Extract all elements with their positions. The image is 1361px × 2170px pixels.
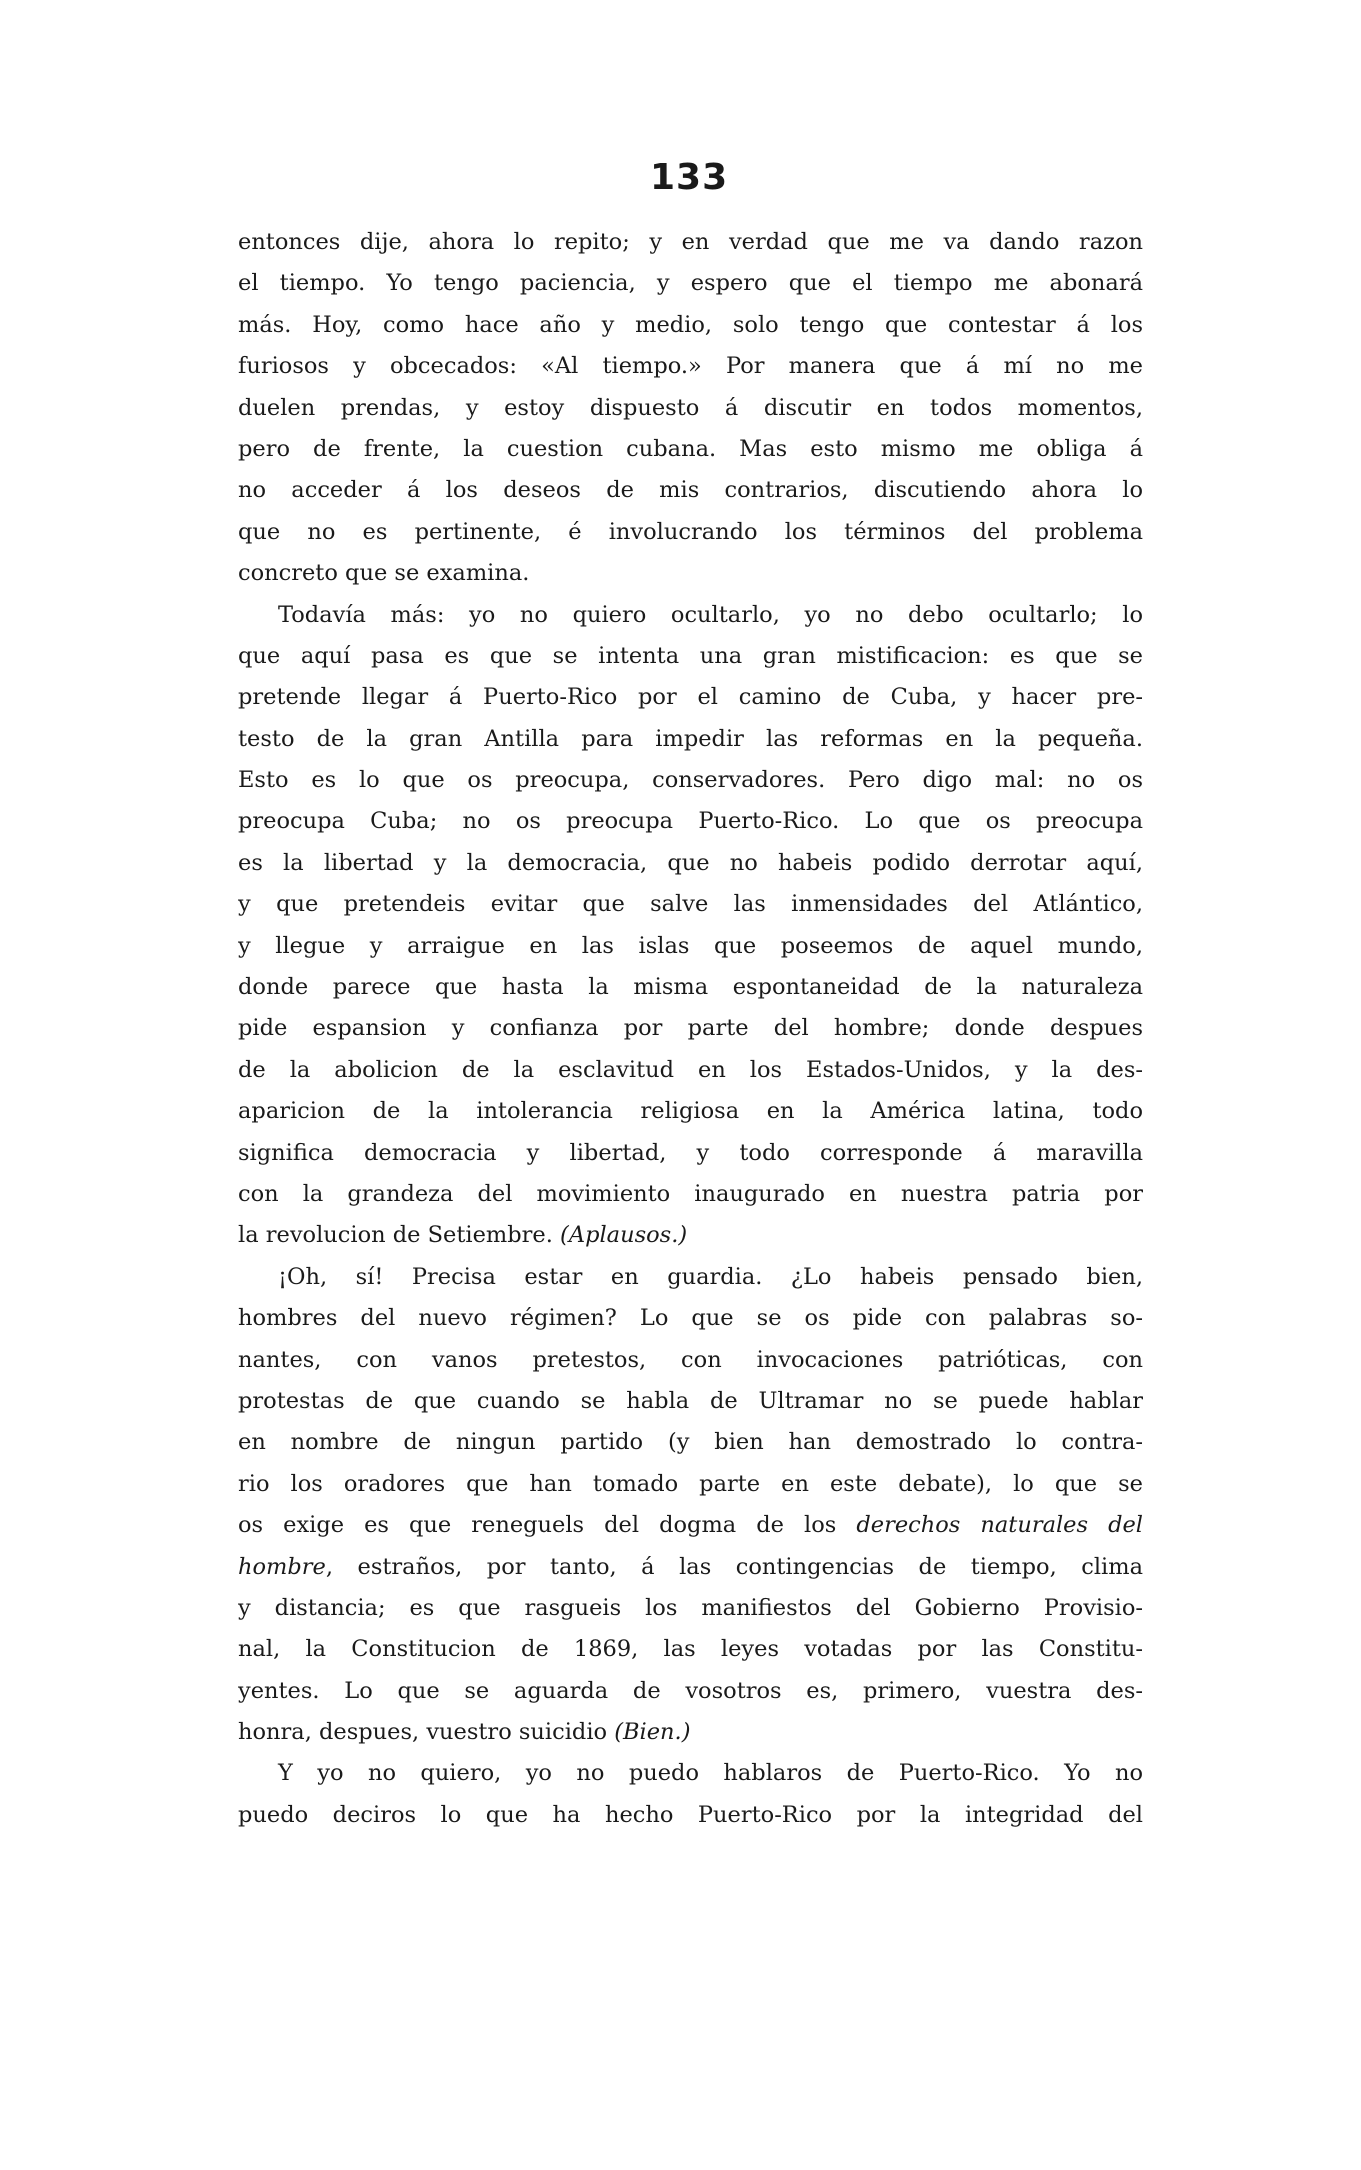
line-text: puedo deciros lo que ha hecho Puerto-Rico por la integridad del (238, 1801, 1143, 1828)
text-line (238, 305, 1143, 346)
text-line (238, 1629, 1143, 1670)
text-line (238, 388, 1143, 429)
text-line (238, 1091, 1143, 1132)
text-line (238, 1422, 1143, 1463)
text-line (238, 1050, 1143, 1091)
line-text: el tiempo. Yo tengo paciencia, y espero que el tiempo me abonará (238, 270, 1143, 297)
text-line (238, 1298, 1143, 1339)
line-text: y llegue y arraigue en las islas que poseemos de aquel mundo, (238, 932, 1143, 959)
line-text: en nombre de ningun partido (y bien han demostrado lo contra- (238, 1429, 1143, 1456)
text-line (238, 1753, 1143, 1794)
text-line (238, 884, 1143, 925)
body-text (238, 222, 1143, 1836)
line-text: no acceder á los deseos de mis contrarios, discutiendo ahora lo (238, 477, 1143, 504)
text-line (238, 1671, 1143, 1712)
line-text: Y yo no quiero, yo no puedo hablaros de Puerto-Rico. Yo no (278, 1760, 1143, 1787)
text-line (238, 1215, 1143, 1256)
text-line (238, 1008, 1143, 1049)
line-text: nantes, con vanos pretestos, con invocaciones patrióticas, con (238, 1346, 1143, 1373)
text-line (238, 1257, 1143, 1298)
text-line (238, 801, 1143, 842)
text-line (238, 1174, 1143, 1215)
line-text: preocupa Cuba; no os preocupa Puerto-Rico. Lo que os preocupa (238, 808, 1143, 835)
line-text: es la libertad y la democracia, que no habeis podido derrotar aquí, (238, 849, 1143, 876)
text-line (238, 1712, 1143, 1753)
line-text: testo de la gran Antilla para impedir las reformas en la pequeña. (238, 725, 1143, 752)
line-text: rio los oradores que han tomado parte en este debate), lo que se (238, 1470, 1143, 1497)
line-text: que no es pertinente, é involucrando los términos del problema (238, 518, 1143, 545)
text-line (238, 1464, 1143, 1505)
line-text: y que pretendeis evitar que salve las inmensidades del Atlántico, (238, 891, 1143, 918)
text-line (238, 1381, 1143, 1422)
text-line (238, 636, 1143, 677)
text-line (238, 512, 1143, 553)
text-line (238, 1133, 1143, 1174)
text-line (238, 926, 1143, 967)
line-text: donde parece que hasta la misma espontaneidad de la naturaleza (238, 974, 1143, 1001)
line-text: yentes. Lo que se aguarda de vosotros es, primero, vuestra des- (238, 1677, 1143, 1704)
italic-text: (Aplausos.) (560, 1222, 688, 1249)
text-line (238, 719, 1143, 760)
line-text: pretende llegar á Puerto-Rico por el camino de Cuba, y hacer pre- (238, 684, 1143, 711)
line-text: de la abolicion de la esclavitud en los Estados-Unidos, y la des- (238, 1056, 1143, 1083)
line-text: honra, despues, vuestro suicidio (238, 1719, 608, 1746)
text-line (238, 470, 1143, 511)
line-text: ¡Oh, sí! Precisa estar en guardia. ¿Lo habeis pensado bien, (278, 1263, 1143, 1290)
text-line (238, 595, 1143, 636)
line-text: que aquí pasa es que se intenta una gran mistificacion: es que se (238, 642, 1143, 669)
text-line (238, 760, 1143, 801)
italic-text: derechos naturales del (856, 1512, 1143, 1539)
line-text: hombres del nuevo régimen? Lo que se os pide con palabras so- (238, 1305, 1143, 1332)
line-text: os exige es que reneguels del dogma de los (238, 1512, 837, 1539)
text-line (238, 1547, 1143, 1588)
text-line (238, 843, 1143, 884)
line-text: , estraños, por tanto, á las contingencias de tiempo, clima (325, 1553, 1143, 1580)
text-line (238, 1588, 1143, 1629)
text-line (238, 1795, 1143, 1836)
text-line (238, 263, 1143, 304)
text-line (238, 429, 1143, 470)
line-text: nal, la Constitucion de 1869, las leyes votadas por las Constitu- (238, 1636, 1143, 1663)
line-text: y distancia; es que rasgueis los manifiestos del Gobierno Provisio- (238, 1594, 1143, 1621)
line-text: más. Hoy, como hace año y medio, solo tengo que contestar á los (238, 311, 1143, 338)
page-number: 133 (650, 157, 729, 198)
line-text: furiosos y obcecados: «Al tiempo.» Por manera que á mí no me (238, 353, 1143, 380)
line-text: con la grandeza del movimiento inaugurado en nuestra patria por (238, 1180, 1143, 1207)
line-text: significa democracia y libertad, y todo corresponde á maravilla (238, 1139, 1143, 1166)
line-text: duelen prendas, y estoy dispuesto á discutir en todos momentos, (238, 394, 1143, 421)
line-text: la revolucion de Setiembre. (238, 1222, 553, 1249)
line-text: entonces dije, ahora lo repito; y en verdad que me va dando razon (238, 229, 1143, 255)
italic-text: (Bien.) (614, 1719, 691, 1746)
text-line (238, 967, 1143, 1008)
line-text: protestas de que cuando se habla de Ultramar no se puede hablar (238, 1387, 1143, 1414)
line-text: concreto que se examina. (238, 560, 530, 587)
line-text: Esto es lo que os preocupa, conservadores. Pero digo mal: no os (238, 767, 1143, 794)
italic-text: hombre (238, 1553, 326, 1580)
line-text: Todavía más: yo no quiero ocultarlo, yo no debo ocultarlo; lo (278, 601, 1143, 628)
text-line (238, 346, 1143, 387)
line-text: pide espansion y confianza por parte del hombre; donde despues (238, 1015, 1143, 1042)
text-line (238, 1505, 1143, 1546)
text-line (238, 1340, 1143, 1381)
line-text: aparicion de la intolerancia religiosa en la América latina, todo (238, 1098, 1143, 1125)
text-line (238, 677, 1143, 718)
text-line (238, 553, 1143, 594)
line-text: pero de frente, la cuestion cubana. Mas esto mismo me obliga á (238, 435, 1143, 462)
text-line (238, 222, 1143, 263)
